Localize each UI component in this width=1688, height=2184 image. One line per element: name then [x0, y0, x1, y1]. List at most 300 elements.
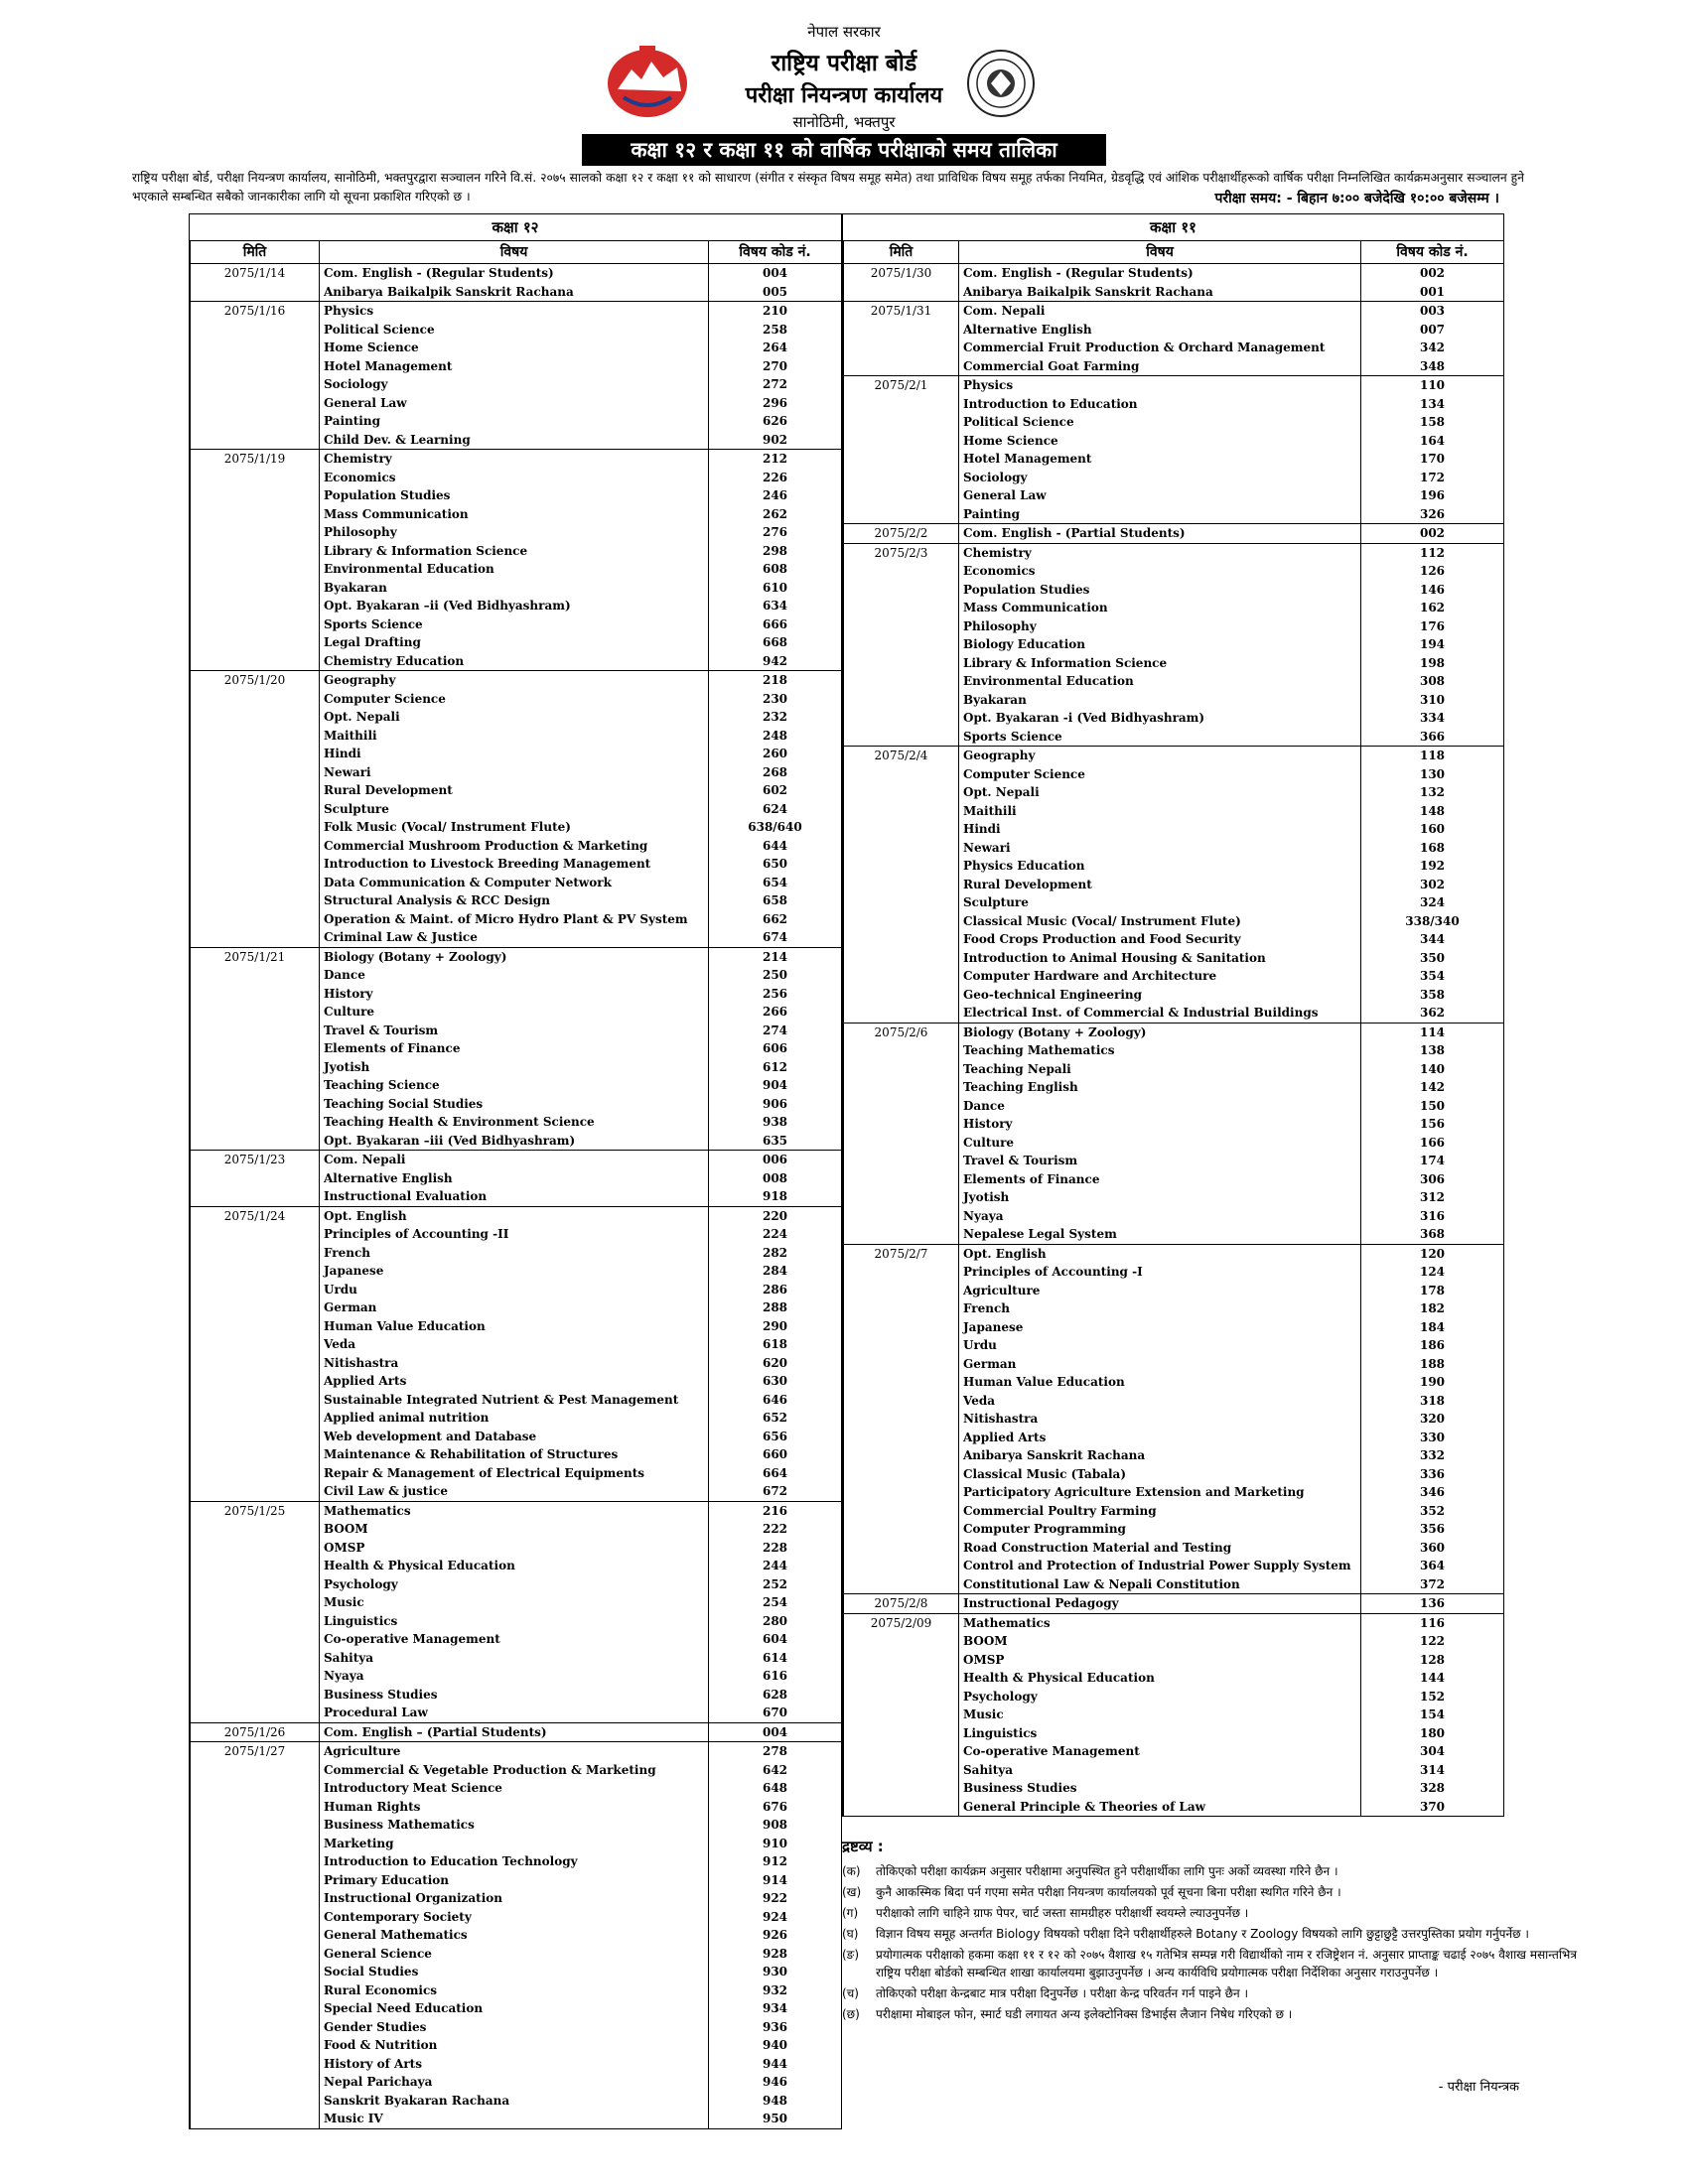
subject-name: Linguistics: [959, 1724, 1361, 1743]
subject-code: 256: [709, 985, 842, 1004]
exam-date: [191, 339, 320, 357]
subject-code: 166: [1361, 1134, 1504, 1153]
exam-date: 2075/2/1: [844, 376, 959, 395]
table-row: [191, 2055, 842, 2074]
exam-date: [191, 690, 320, 709]
subject-code: 362: [1361, 1004, 1504, 1023]
table-row: [844, 1060, 1504, 1079]
subject-code: 658: [709, 891, 842, 910]
exam-date: [844, 709, 959, 728]
exam-date: [844, 339, 959, 357]
exam-date: [191, 781, 320, 800]
subject-name: Biology (Botany + Zoology): [320, 947, 709, 966]
subject-code: 624: [709, 800, 842, 819]
exam-date: [191, 763, 320, 782]
subject-code: 642: [709, 1761, 842, 1780]
subject-name: Classical Music (Vocal/ Instrument Flute): [959, 912, 1361, 931]
subject-code: 266: [709, 1003, 842, 1022]
subject-code: 002: [1361, 524, 1504, 544]
subject-code: 148: [1361, 802, 1504, 821]
exam-date: [844, 949, 959, 968]
table-row: [191, 450, 842, 469]
table-row: [844, 1613, 1504, 1632]
exam-date: [844, 986, 959, 1005]
subject-name: Health & Physical Education: [320, 1557, 709, 1575]
subject-name: Mathematics: [959, 1613, 1361, 1632]
subject-code: 250: [709, 966, 842, 985]
table-row: [844, 581, 1504, 600]
table-row: [844, 1779, 1504, 1798]
exam-date: [844, 820, 959, 839]
subject-code: 654: [709, 874, 842, 892]
exam-date: [191, 1428, 320, 1446]
subject-name: Home Science: [320, 339, 709, 357]
subject-name: Population Studies: [320, 486, 709, 505]
subject-code: 368: [1361, 1225, 1504, 1244]
subject-code: 934: [709, 1999, 842, 2018]
exam-date: [191, 928, 320, 947]
subject-name: Dance: [959, 1097, 1361, 1116]
subject-code: 924: [709, 1908, 842, 1927]
subject-code: 124: [1361, 1263, 1504, 1282]
exam-date: [191, 966, 320, 985]
exam-date: 2075/1/30: [844, 264, 959, 283]
subject-code: 248: [709, 727, 842, 746]
government-name: नेपाल सरकार: [807, 23, 881, 41]
subject-name: Electrical Inst. of Commercial & Industrial Buildings: [959, 1004, 1361, 1023]
subject-name: Maithili: [320, 727, 709, 746]
exam-date: 2075/1/21: [191, 947, 320, 966]
subject-code: 210: [709, 302, 842, 321]
subject-code: 904: [709, 1076, 842, 1095]
subject-name: Library & Information Science: [320, 542, 709, 561]
subject-code: 144: [1361, 1669, 1504, 1688]
table-row: [191, 2092, 842, 2111]
exam-date: [844, 893, 959, 912]
subject-name: Linguistics: [320, 1612, 709, 1631]
exam-date: [191, 874, 320, 892]
table-row: [191, 966, 842, 985]
exam-date: [191, 1113, 320, 1132]
exam-date: [191, 1630, 320, 1649]
subject-name: Teaching Mathematics: [959, 1041, 1361, 1060]
exam-date: [191, 1686, 320, 1705]
exam-date: [191, 891, 320, 910]
subject-code: 610: [709, 579, 842, 598]
subject-code: 902: [709, 431, 842, 450]
subject-code: 940: [709, 2036, 842, 2055]
note-text: प्रयोगात्मक परीक्षाको हकमा कक्षा ११ र १२ को २०७५ वैशाख १५ गतेभित्र सम्पन्न गरी विद्यार्थीको नाम र रजिष्ट्रेशन नं. अनुसार प्राप्ताङ्क चढाई २०७५ वैशाख मसान्तभित्र राष्ट्रिय परीक्षा बोर्डको सम्बन्धित शाखा कार्यालयमा बुझाउनुपर्नेछ । अन्य कार्यविधि प्रयोगात्मक परीक्षा निर्देशिका अनुसार गराउनुपर्नेछ ।: [876, 1948, 1577, 1979]
subject-name: Physics Education: [959, 857, 1361, 876]
table-row: [191, 837, 842, 856]
subject-name: Contemporary Society: [320, 1908, 709, 1927]
subject-code: 254: [709, 1593, 842, 1612]
subject-name: BOOM: [959, 1632, 1361, 1651]
subject-name: Criminal Law & Justice: [320, 928, 709, 947]
subject-name: Alternative English: [320, 1169, 709, 1188]
subject-name: Computer Science: [959, 765, 1361, 784]
table-row: [844, 376, 1504, 395]
table-row: [191, 394, 842, 413]
exam-date: [191, 1539, 320, 1558]
subject-name: Applied animal nutrition: [320, 1409, 709, 1428]
table-row: [844, 876, 1504, 894]
subject-code: 138: [1361, 1041, 1504, 1060]
table-row: [844, 1207, 1504, 1226]
class12-title: कक्षा १२: [190, 214, 841, 241]
subject-code: 298: [709, 542, 842, 561]
exam-date: [844, 1520, 959, 1539]
table-row: [191, 1742, 842, 1761]
table-row: [191, 1095, 842, 1114]
subject-code: 334: [1361, 709, 1504, 728]
subject-code: 212: [709, 450, 842, 469]
subject-code: 120: [1361, 1244, 1504, 1263]
subject-code: 942: [709, 652, 842, 671]
subject-name: Japanese: [320, 1262, 709, 1281]
exam-date: [844, 1429, 959, 1447]
subject-code: 618: [709, 1335, 842, 1354]
table-row: [191, 1281, 842, 1299]
table-row: [191, 1372, 842, 1391]
date-column-header: मिति: [191, 241, 320, 264]
table-row: [191, 560, 842, 579]
subject-code: 184: [1361, 1318, 1504, 1337]
subject-name: Web development and Database: [320, 1428, 709, 1446]
class11-rows: [844, 264, 1504, 1817]
exam-date: [844, 635, 959, 654]
subject-name: Mass Communication: [959, 599, 1361, 617]
table-row: [191, 1317, 842, 1336]
subject-code: 348: [1361, 357, 1504, 376]
table-row: [844, 1115, 1504, 1134]
table-row: [191, 1722, 842, 1742]
subject-name: Opt. Byakaran –ii (Ved Bidhyashram): [320, 597, 709, 615]
subject-code: 262: [709, 505, 842, 524]
subject-code: 182: [1361, 1299, 1504, 1318]
subject-name: Psychology: [320, 1575, 709, 1594]
subject-code: 162: [1361, 599, 1504, 617]
table-row: [844, 469, 1504, 487]
exam-date: [191, 1132, 320, 1151]
exam-date: [844, 1669, 959, 1688]
table-row: [844, 1632, 1504, 1651]
exam-date: [844, 581, 959, 600]
subject-code: 158: [1361, 413, 1504, 432]
exam-time: परीक्षा समय: - बिहान ७:०० बजेदेखि १०:०० बजेसम्म ।: [1214, 191, 1499, 206]
exam-date: [844, 1318, 959, 1337]
subject-code: 296: [709, 394, 842, 413]
exam-date: [191, 1076, 320, 1095]
table-row: [844, 986, 1504, 1005]
subject-code: 134: [1361, 395, 1504, 414]
subject-code: 650: [709, 855, 842, 874]
note-item: [842, 1946, 1577, 1981]
subject-name: History: [959, 1115, 1361, 1134]
subject-name: Library & Information Science: [959, 654, 1361, 673]
exam-date: [191, 579, 320, 598]
subject-code: 172: [1361, 469, 1504, 487]
table-row: [191, 1798, 842, 1817]
exam-date: [191, 505, 320, 524]
exam-date: [191, 1169, 320, 1188]
subject-name: Teaching Social Studies: [320, 1095, 709, 1114]
subject-code: 626: [709, 412, 842, 431]
subject-code: 264: [709, 339, 842, 357]
table-row: [844, 1152, 1504, 1170]
table-row: [844, 505, 1504, 524]
table-row: [844, 893, 1504, 912]
exam-date: [191, 1391, 320, 1410]
table-row: [844, 321, 1504, 340]
subject-code: 232: [709, 708, 842, 727]
subject-name: Opt. Byakaran -i (Ved Bidhyashram): [959, 709, 1361, 728]
subject-name: Folk Music (Vocal/ Instrument Flute): [320, 818, 709, 837]
table-row: [844, 1594, 1504, 1614]
subject-code: 330: [1361, 1429, 1504, 1447]
subject-code: 194: [1361, 635, 1504, 654]
table-row: [844, 413, 1504, 432]
subject-name: Anibarya Baikalpik Sanskrit Rachana: [959, 283, 1361, 302]
table-row: [191, 505, 842, 524]
subject-name: Geo-technical Engineering: [959, 986, 1361, 1005]
table-row: [191, 1187, 842, 1206]
subject-name: Co-operative Management: [959, 1742, 1361, 1761]
exam-date: [191, 2092, 320, 2111]
table-row: [191, 579, 842, 598]
subject-code: 244: [709, 1557, 842, 1575]
exam-date: [191, 800, 320, 819]
class11-title: कक्षा ११: [843, 214, 1503, 241]
subject-name: Civil Law & justice: [320, 1482, 709, 1501]
table-row: [191, 1889, 842, 1908]
exam-date: [191, 2055, 320, 2074]
subject-name: Structural Analysis & RCC Design: [320, 891, 709, 910]
table-row: [191, 1206, 842, 1225]
office-name: परीक्षा नियन्त्रण कार्यालय: [745, 83, 943, 108]
subject-code: 674: [709, 928, 842, 947]
exam-date: [844, 413, 959, 432]
subject-code: 003: [1361, 302, 1504, 321]
subject-code: 007: [1361, 321, 1504, 340]
subject-code: 638/640: [709, 818, 842, 837]
subject-code: 614: [709, 1649, 842, 1668]
exam-date: [844, 505, 959, 524]
exam-date: 2075/2/7: [844, 1244, 959, 1263]
subject-code: 140: [1361, 1060, 1504, 1079]
subject-name: Byakaran: [959, 691, 1361, 710]
table-row: [191, 542, 842, 561]
subject-code: 938: [709, 1113, 842, 1132]
exam-date: [844, 876, 959, 894]
subject-code: 652: [709, 1409, 842, 1428]
table-row: [844, 709, 1504, 728]
exam-date: [844, 1798, 959, 1817]
subject-name: Jyotish: [320, 1058, 709, 1077]
exam-date: [191, 1649, 320, 1668]
subject-name: Music: [959, 1706, 1361, 1724]
table-row: [844, 1355, 1504, 1374]
subject-code: 620: [709, 1354, 842, 1373]
exam-date: [844, 469, 959, 487]
exam-date: [191, 321, 320, 340]
subject-code: 280: [709, 1612, 842, 1631]
exam-date: [191, 283, 320, 302]
exam-date: 2075/1/27: [191, 1742, 320, 1761]
exam-date: 2075/1/25: [191, 1501, 320, 1520]
exam-date: [844, 839, 959, 858]
subject-code: 344: [1361, 930, 1504, 949]
subject-name: Opt. Nepali: [320, 708, 709, 727]
exam-date: [191, 1482, 320, 1501]
exam-date: [844, 783, 959, 802]
subject-name: Introduction to Animal Housing & Sanitation: [959, 949, 1361, 968]
exam-date: [191, 633, 320, 652]
subject-code: 630: [709, 1372, 842, 1391]
exam-date: [844, 1706, 959, 1724]
subject-code: 228: [709, 1539, 842, 1558]
subject-name: Urdu: [320, 1281, 709, 1299]
subject-name: Chemistry: [959, 543, 1361, 562]
table-row: [191, 1409, 842, 1428]
subject-code: 358: [1361, 986, 1504, 1005]
subject-name: Biology (Botany + Zoology): [959, 1023, 1361, 1041]
table-row: [844, 672, 1504, 691]
subject-code: 372: [1361, 1575, 1504, 1594]
subject-name: Political Science: [959, 413, 1361, 432]
exam-date: [191, 1704, 320, 1722]
table-row: [191, 1835, 842, 1853]
table-row: [191, 1022, 842, 1040]
subject-name: Elements of Finance: [959, 1170, 1361, 1189]
exam-date: [844, 321, 959, 340]
exam-date: [844, 395, 959, 414]
table-row: [191, 1244, 842, 1263]
subject-code: 672: [709, 1482, 842, 1501]
exam-date: [844, 599, 959, 617]
subject-code: 286: [709, 1281, 842, 1299]
subject-name: Rural Development: [320, 781, 709, 800]
subject-name: Opt. English: [959, 1244, 1361, 1263]
exam-date: [191, 431, 320, 450]
subject-name: Opt. Byakaran –iii (Ved Bidhyashram): [320, 1132, 709, 1151]
subject-name: Environmental Education: [320, 560, 709, 579]
subject-code: 160: [1361, 820, 1504, 839]
subject-name: Physics: [320, 302, 709, 321]
table-row: [191, 708, 842, 727]
table-row: [191, 1464, 842, 1483]
table-row: [191, 1963, 842, 1981]
table-row: [844, 783, 1504, 802]
exam-date: [191, 727, 320, 746]
exam-date: [191, 1520, 320, 1539]
subject-name: Introduction to Education: [959, 395, 1361, 414]
subject-code: 272: [709, 375, 842, 394]
subject-code: 946: [709, 2073, 842, 2092]
table-row: [844, 1483, 1504, 1502]
exam-date: [191, 1593, 320, 1612]
subject-code: 932: [709, 1981, 842, 2000]
exam-date: [191, 615, 320, 634]
subject-code: 146: [1361, 581, 1504, 600]
table-row: [844, 1373, 1504, 1392]
subject-code: 278: [709, 1742, 842, 1761]
table-row: [191, 1704, 842, 1722]
table-row: [844, 450, 1504, 469]
subject-name: Chemistry Education: [320, 652, 709, 671]
subject-code: 008: [709, 1169, 842, 1188]
subject-name: Hotel Management: [320, 357, 709, 376]
exam-date: [191, 855, 320, 874]
subject-name: Physics: [959, 376, 1361, 395]
exam-date: [191, 1575, 320, 1594]
exam-date: [844, 1004, 959, 1023]
exam-date: [844, 357, 959, 376]
exam-date: 2075/1/14: [191, 264, 320, 283]
table-row: [844, 1282, 1504, 1300]
table-row: [191, 947, 842, 966]
table-row: [844, 486, 1504, 505]
subject-code: 005: [709, 283, 842, 302]
subject-name: Geography: [959, 747, 1361, 765]
table-row: [844, 765, 1504, 784]
table-row: [844, 930, 1504, 949]
exam-date: [191, 2018, 320, 2037]
subject-name: Veda: [959, 1392, 1361, 1411]
subject-code: 006: [709, 1151, 842, 1169]
note-item: [842, 1925, 1577, 1943]
table-row: [844, 1225, 1504, 1244]
subject-code: 004: [709, 264, 842, 283]
board-name: राष्ट्रिय परीक्षा बोर्ड: [771, 51, 917, 76]
subject-name: Elements of Finance: [320, 1039, 709, 1058]
subject-name: Commercial Poultry Farming: [959, 1502, 1361, 1521]
subject-code: 326: [1361, 505, 1504, 524]
exam-date: [191, 1022, 320, 1040]
table-row: [191, 2110, 842, 2128]
exam-date: [191, 910, 320, 929]
table-row: [844, 562, 1504, 581]
exam-date: [844, 728, 959, 747]
subject-name: Co-operative Management: [320, 1630, 709, 1649]
exam-date: [191, 1945, 320, 1964]
subject-name: Operation & Maint. of Micro Hydro Plant & PV System: [320, 910, 709, 929]
subject-name: Classical Music (Tabala): [959, 1465, 1361, 1484]
subject-name: Applied Arts: [959, 1429, 1361, 1447]
subject-code: 174: [1361, 1152, 1504, 1170]
table-row: [191, 431, 842, 450]
table-row: [844, 617, 1504, 636]
subject-name: Music IV: [320, 2110, 709, 2128]
table-row: [844, 357, 1504, 376]
subject-code: 936: [709, 2018, 842, 2037]
subject-name: Procedural Law: [320, 1704, 709, 1722]
subject-code: 346: [1361, 1483, 1504, 1502]
subject-name: Jyotish: [959, 1188, 1361, 1207]
exam-date: [191, 1908, 320, 1927]
exam-date: 2075/1/23: [191, 1151, 320, 1169]
exam-date: [191, 2036, 320, 2055]
subject-name: Political Science: [320, 321, 709, 340]
subject-name: Commercial Fruit Production & Orchard Management: [959, 339, 1361, 357]
exam-date: [844, 1446, 959, 1465]
table-row: [191, 357, 842, 376]
exam-date: [191, 2110, 320, 2128]
table-row: [191, 800, 842, 819]
exam-date: [844, 1779, 959, 1798]
table-row: [191, 1520, 842, 1539]
subject-name: Byakaran: [320, 579, 709, 598]
